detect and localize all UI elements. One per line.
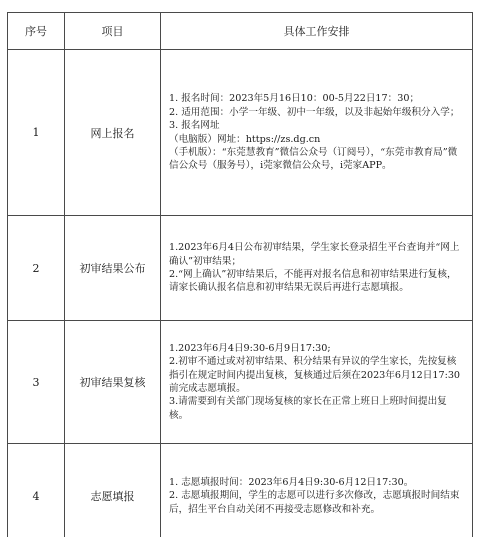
detail-line: 3. 报名网址: [169, 120, 220, 132]
detail-line: 2. 志愿填报期间，学生的志愿可以进行多次修改，志愿填报时间结束后，招生平台自动关闭不再接受志愿修改和补充。: [169, 490, 460, 515]
table-row: [8, 321, 473, 444]
row-serial-number: 3: [8, 321, 65, 444]
table-row: [8, 444, 473, 537]
row-serial-number: 1: [8, 50, 65, 216]
detail-line: 1.2023年6月4日公布初审结果，学生家长登录招生平台查询并“网上确认”初审结果；: [169, 242, 460, 267]
detail-line: （手机版）：“东莞慧教育”微信公众号（订阅号），“东莞市教育局”微信公众号（服务号），i莞家微信公众号，i莞家APP。: [169, 146, 458, 172]
detail-line: （电脑版）网址：https://zs.dg.cn: [169, 133, 321, 145]
table-row: [8, 216, 473, 321]
row-serial-number: 2: [8, 216, 65, 321]
header-detail: 具体工作安排: [161, 13, 473, 50]
row-detail: [161, 216, 473, 321]
detail-line: 1.2023年6月4日9:30-6月9日17:30;: [169, 342, 331, 354]
row-serial-number: 4: [8, 444, 65, 537]
detail-line: 2.“网上确认”初审结果后，不能再对报名信息和初审结果进行复核，请家长确认报名信息和初审结果无误后再进行志愿填报。: [169, 269, 457, 294]
row-detail: [161, 444, 473, 537]
table-header-row: [8, 13, 473, 50]
header-serial-number: 序号: [8, 13, 65, 50]
row-item-name: 初审结果复核: [65, 321, 161, 444]
row-detail: [161, 321, 473, 444]
row-detail: [161, 50, 473, 216]
table-row: [8, 50, 473, 216]
row-item-name: 志愿填报: [65, 444, 161, 537]
row-item-name: 网上报名: [65, 50, 161, 216]
detail-line: 1. 志愿填报时间：2023年6月4日9:30-6月12日17:30。: [169, 476, 414, 488]
enrollment-schedule-table: [7, 12, 473, 537]
header-item: 项目: [65, 13, 161, 50]
row-item-name: 初审结果公布: [65, 216, 161, 321]
detail-line: 2.初审不通过或对初审结果、积分结果有异议的学生家长，先按复核指引在规定时间内提出复核，复核通过后须在2023年6月12日17:30前完成志愿填报。: [169, 356, 461, 394]
detail-line: 2. 适用范围：小学一年级、初中一年级，以及非起始年级积分入学；: [169, 106, 460, 118]
detail-line: 3.请需要到有关部门现场复核的家长在正常上班日上班时间提出复核。: [169, 396, 447, 421]
detail-line: 1. 报名时间：2023年5月16日10：00-5月22日17：30；: [169, 93, 420, 105]
